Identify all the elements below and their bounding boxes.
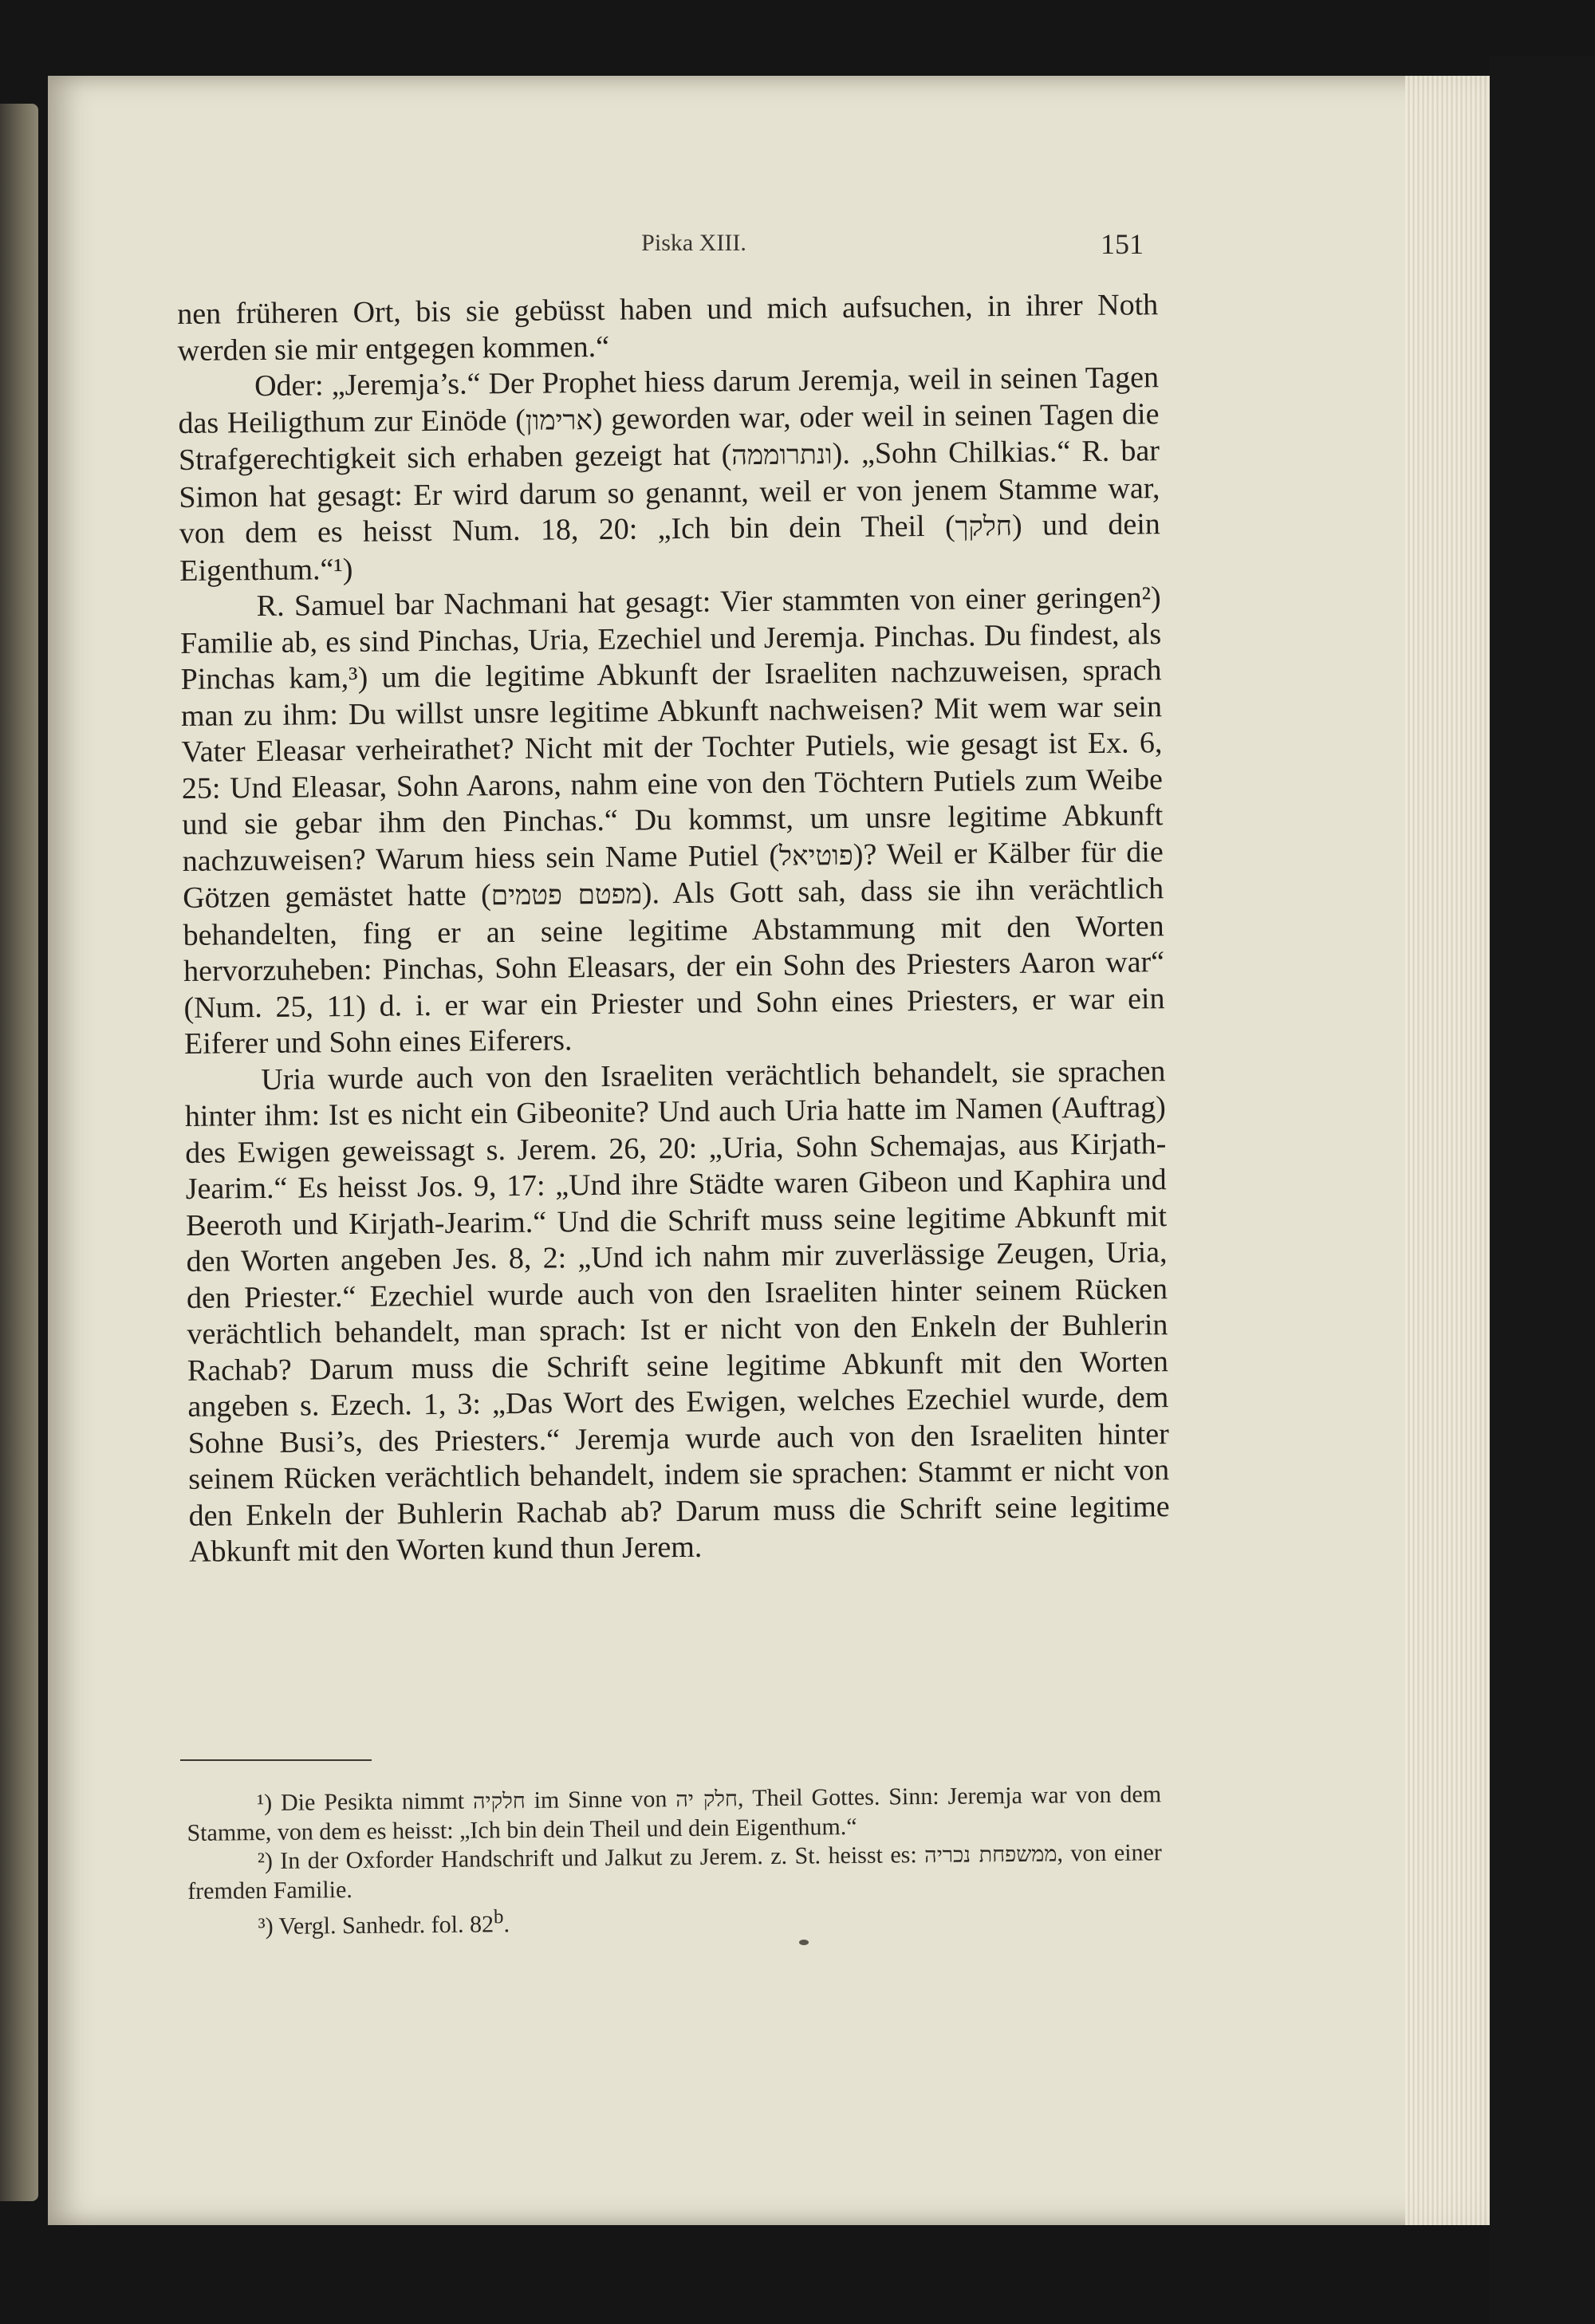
hebrew-term: ארימון (525, 404, 593, 437)
footnote-divider (180, 1759, 372, 1761)
hebrew-term: חלקיה (472, 1788, 526, 1814)
text-run: )? Weil er Kälber für die Götzen gemästet hatte ( (183, 834, 1164, 915)
superscript: b (493, 1906, 504, 1928)
main-text (177, 287, 1170, 1570)
text-run: ) und dein Eigenthum.“¹) (179, 507, 1160, 588)
hebrew-term: מפטם פטמים (490, 878, 643, 912)
text-run: ) geworden war, oder weil in seinen Tagen die Strafgerechtigkeit sich erhaben gezeigt hat ( (178, 396, 1160, 477)
hebrew-term: פוטיאל (778, 839, 854, 872)
text-run: ). Als Gott sah, dass sie ihn verächtlich behandelten, fing er an seine legitime Abstammung mit den Worten hervorzuheben: Pinchas, Sohn Eleasars, der ein Sohn des Priesters Aaron war“ (Num. 25, 11) d. i. er war ein Priester und Sohn eines Priesters, er war ein Eiferer und Sohn eines Eiferers. (183, 872, 1165, 1061)
text-run: , von einer fremden Familie. (187, 1839, 1162, 1904)
paragraph-3 (180, 580, 1166, 1062)
text-run: ). „Sohn Chilkias.“ R. bar Simon hat gesagt: Er wird darum so genannt, weil er von jenem Stamme war, von dem es heisst Num. 18, 20: „Ich bin dein Theil ( (179, 434, 1160, 550)
footnote-2 (187, 1838, 1163, 1906)
previous-page-edge (0, 104, 38, 2201)
running-head: Piska XIII. (641, 230, 746, 256)
text-run: ¹) Die Pesikta nimmt (257, 1787, 474, 1817)
text-run: ³) Vergl. Sanhedr. fol. 82 (258, 1911, 494, 1940)
footnotes (187, 1780, 1163, 1942)
paragraph-2 (178, 360, 1161, 589)
dark-background-right (1490, 56, 1595, 2324)
text-run: ²) In der Oxforder Handschrift und Jalkut zu Jerem. z. St. heisst es: (257, 1841, 925, 1875)
hebrew-term: חלק יה (675, 1786, 738, 1813)
text-run: im Sinne von (525, 1786, 676, 1814)
hebrew-term: ממשפחת נכריה (924, 1841, 1057, 1869)
hebrew-term: חלקך (955, 510, 1013, 543)
text-run: , Theil Gottes. Sinn: Jeremja war von dem Stamme, von dem es heisst: „Ich bin dein Theil und dein Eigenthum.“ (187, 1781, 1162, 1846)
paragraph-1: nen früheren Ort, bis sie gebüsst haben und mich aufsuchen, in ihrer Noth werden sie mir entgegen kommen.“ (177, 288, 1159, 368)
paragraph-4: Uria wurde auch von den Israeliten verächtlich behandelt, sie sprachen hinter ihm: Ist es nicht ein Gibeonite? Und auch Uria hatte im Namen (Auftrag) des Ewigen geweissagt s. Jerem. 26, 20: „Uria, Sohn Schemajas, aus Kirjath-Jearim.“ Es heisst Jos. 9, 17: „Und ihre Städte waren Gibeon und Kaphira und Beeroth und Kirjath-Jearim.“ Und die Schrift muss seine legitime Abkunft mit den Worten angeben Jes. 8, 2: „Und ich nahm mir zuverlässige Zeugen, Uria, den Priester.“ Ezechiel wurde auch von den Israeliten hinter seinem Rücken verächtlich behandelt, man sprach: Ist er nicht von den Enkeln der Buhlerin Rachab? Darum muss die Schrift seine legitime Abkunft mit den Worten angeben s. Ezech. 1, 3: „Das Wort des Ewigen, welches Ezechiel wurde, dem Sohne Busi’s, des Priesters.“ Jeremja wurde auch von den Israeliten hinter seinem Rücken verächtlich behandelt, indem sie sprachen: Stammt er nicht von den Enkeln der Buhlerin Rachab ab? Darum muss die Schrift seine legitime Abkunft mit den Worten kund thun Jerem. (184, 1054, 1170, 1569)
text-run: R. Samuel bar Nachmani hat gesagt: Vier stammten von einer geringen²) Familie ab, es sind Pinchas, Uria, Ezechiel und Jeremja. Pinchas. Du findest, als Pinchas kam,³) um die legitime Abkunft der Israeliten nachzuweisen, sprach man zu ihm: Du willst unsre legitime Abkunft nachweisen? Mit wem war sein Vater Eleasar verheirathet? Nicht mit der Tochter Putiels, wie gesagt ist Ex. 6, 25: Und Eleasar, Sohn Aarons, nahm eine von den Töchtern Putiels zum Weibe und sie gebar ihm den Pinchas.“ Du kommst, um unsre legitime Abkunft nachzuweisen? Warum hiess sein Name Putiel ( (179, 581, 1164, 878)
footnote-1 (187, 1780, 1162, 1848)
text-run: Oder: „Jeremja’s.“ Der Prophet hiess darum Jeremja, weil in seinen Tagen das Heiligthum zur Einöde ( (178, 360, 1160, 440)
hebrew-term: ונתרוממה (731, 439, 833, 472)
page-number: 151 (1101, 228, 1144, 260)
text-run: . (503, 1911, 510, 1938)
page-fore-edge (1405, 76, 1490, 2225)
ink-spot (799, 1940, 809, 1945)
